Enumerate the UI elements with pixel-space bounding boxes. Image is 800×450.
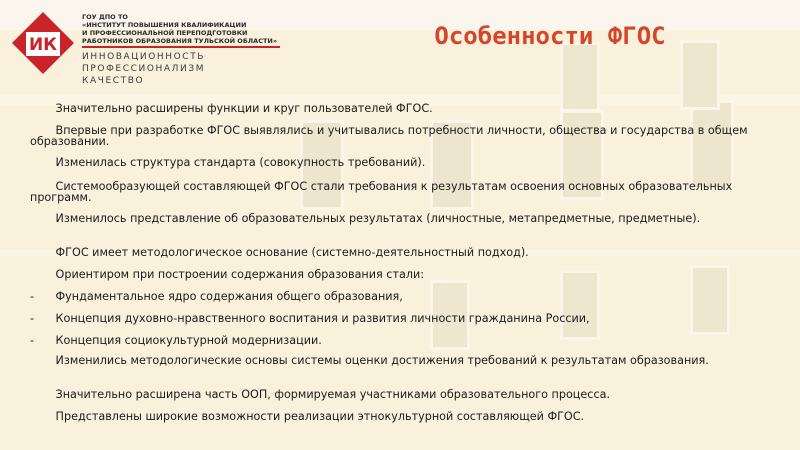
logo-mark-letters: ИК xyxy=(28,35,58,55)
organization-name xyxy=(82,13,292,45)
list-item xyxy=(30,292,768,303)
list-item xyxy=(30,314,768,325)
list-item xyxy=(30,336,768,347)
logo-divider xyxy=(82,46,280,48)
list-item-text: Ориентиром при построении содержания образования стали: xyxy=(52,268,425,281)
motto-line: ПРОФЕССИОНАЛИЗМ xyxy=(82,64,206,74)
list-item-text: Значительно расширены функции и круг пользователей ФГОС. xyxy=(52,102,433,115)
list-item xyxy=(30,214,768,225)
list-item xyxy=(30,390,768,401)
list-item xyxy=(30,248,768,259)
list-item-text: Фундаментальное ядро содержания общего образования, xyxy=(52,290,403,303)
list-item xyxy=(30,158,768,169)
list-item-text: Системообразующей составляющей ФГОС стали требования к результатам освоения основных образовательных программ. xyxy=(30,180,733,204)
dash-marker: - xyxy=(30,312,35,325)
motto-line: КАЧЕСТВО xyxy=(82,76,145,86)
list-item-text: Изменилось представление об образовательных результатах (личностные, метапредметные, предметные). xyxy=(52,212,701,225)
org-name-line: ГОУ ДПО ТО xyxy=(82,13,128,21)
org-name-line: И ПРОФЕССИОНАЛЬНОЙ ПЕРЕПОДГОТОВКИ xyxy=(82,29,248,37)
list-item xyxy=(30,412,768,423)
list-item xyxy=(30,126,768,147)
list-item xyxy=(30,182,768,203)
list-item-text: Представлены широкие возможности реализации этнокультурной составляющей ФГОС. xyxy=(52,410,585,423)
list-item-text: Концепция духовно-нравственного воспитания и развития личности гражданина России, xyxy=(52,312,590,325)
institute-logo-icon xyxy=(10,10,76,76)
list-item xyxy=(30,104,768,115)
slide-title: Особенности ФГОС xyxy=(434,22,666,50)
org-name-line: РАБОТНИКОВ ОБРАЗОВАНИЯ ТУЛЬСКОЙ ОБЛАСТИ» xyxy=(82,37,278,45)
list-item-text: Впервые при разработке ФГОС выявлялись и учитывались потребности личности, общества и государства в общем образовании. xyxy=(30,124,748,148)
list-item xyxy=(30,270,768,281)
list-item-text: Значительно расширена часть ООП, формируемая участниками образовательного процесса. xyxy=(52,388,611,401)
list-item-text: Изменилась структура стандарта (совокупность требований). xyxy=(52,156,426,169)
org-name-line: «ИНСТИТУТ ПОВЫШЕНИЯ КВАЛИФИКАЦИИ xyxy=(82,21,247,29)
list-item-text: Концепция социокультурной модернизации. xyxy=(52,334,322,347)
dash-marker: - xyxy=(30,290,35,303)
institute-motto xyxy=(82,51,292,87)
list-item-text: ФГОС имеет методологическое основание (системно-деятельностный подход). xyxy=(52,246,529,259)
motto-line: ИННОВАЦИОННОСТЬ xyxy=(82,52,206,62)
list-item-text: Изменились методологические основы системы оценки достижения требований к результатам образования. xyxy=(52,354,709,367)
dash-marker: - xyxy=(30,334,35,347)
list-item xyxy=(30,356,768,367)
